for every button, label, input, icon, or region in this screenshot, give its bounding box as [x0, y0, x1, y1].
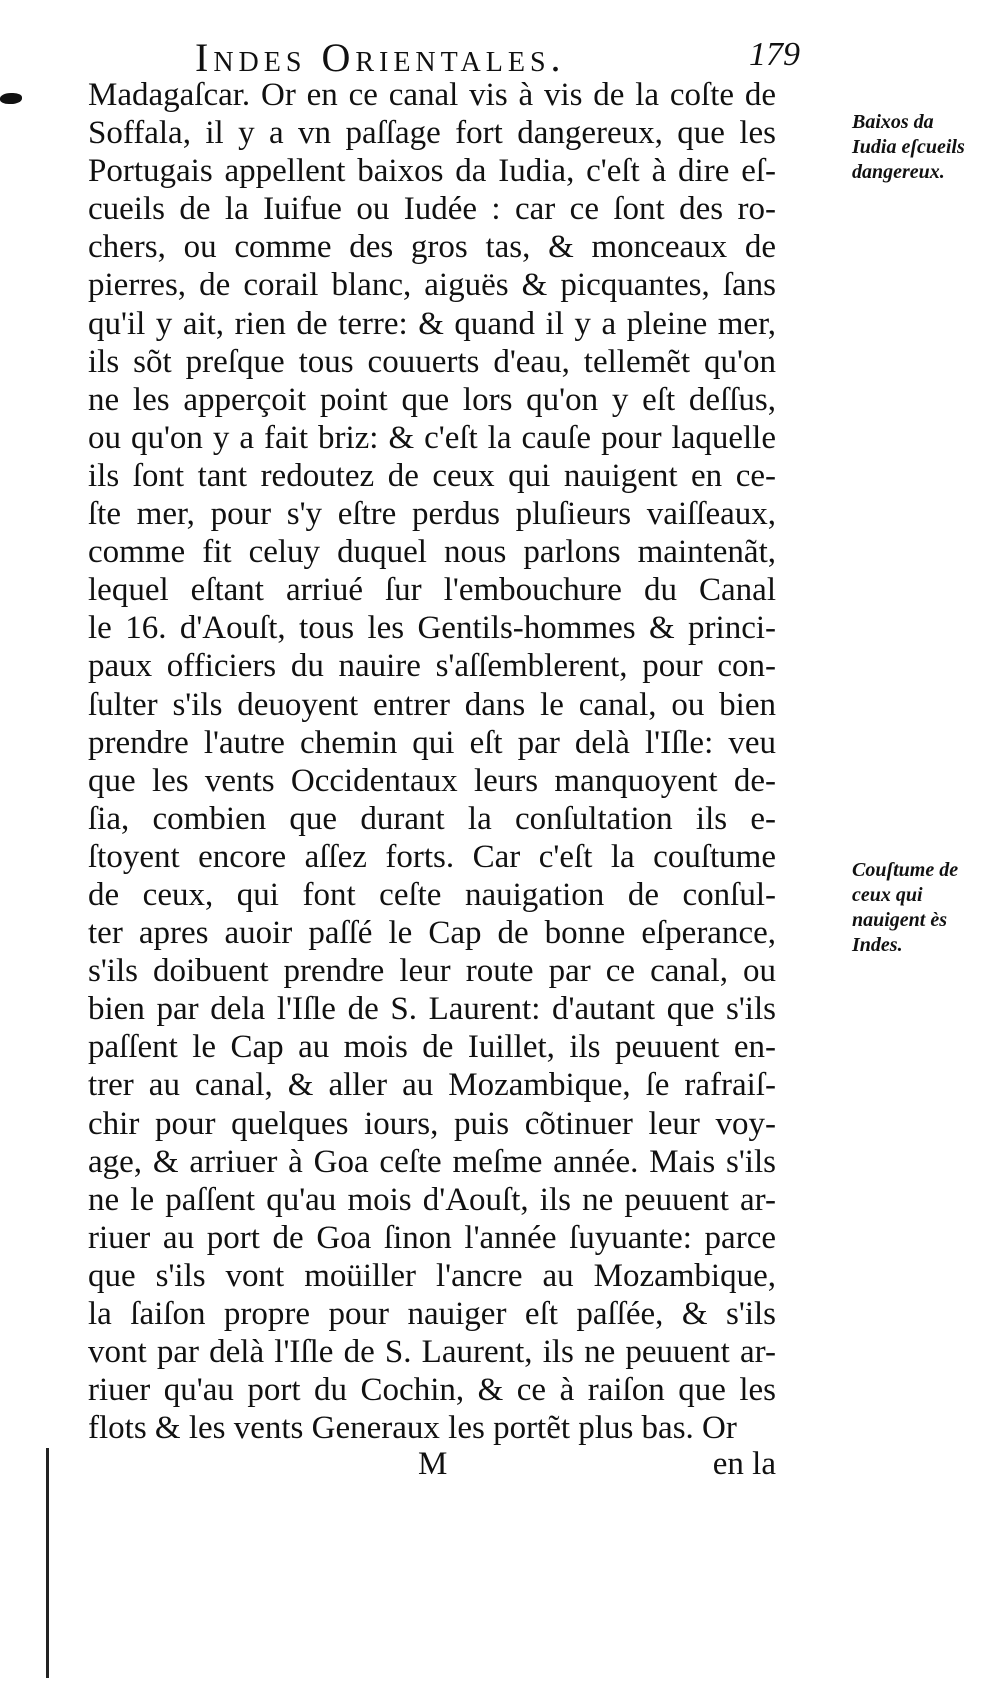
text-line: ne le paſſent qu'au mois d'Aouſt, ils ne peuuent ar- [88, 1181, 776, 1218]
text-line: ſte mer, pour s'y eſtre perdus pluſieurs vaiſſeaux, [88, 496, 776, 533]
text-line: qu'il y ait, rien de terre: & quand il y a pleine mer, [88, 305, 776, 342]
margin-note: Baixos da Iudia eſcueils dangereux. [852, 111, 965, 183]
text-line: ils ſont tant redoutez de ceux qui nauigent en ce- [88, 457, 776, 494]
text-line: flots & les vents Generaux les portẽt plus bas. Or [88, 1410, 737, 1447]
text-line: riuer au port de Goa ſinon l'année ſuyuante: parce [88, 1219, 776, 1256]
text-line: que les vents Occidentaux leurs manquoyent de- [88, 762, 776, 799]
text-line: chers, ou comme des gros tas, & monceaux de [88, 229, 776, 266]
running-head: Indes Orientales. [195, 35, 566, 80]
text-line: Portugais appellent baixos da Iudia, c'eſt à dire eſ- [88, 153, 776, 190]
page-footer [88, 1446, 776, 1486]
text-line: paux officiers du nauire s'aſſemblerent, pour con- [88, 648, 776, 685]
page-number: 179 [749, 36, 800, 73]
text-line: le 16. d'Aouſt, tous les Gentils-hommes & princi- [88, 610, 776, 647]
gutter-rule [46, 1448, 49, 1678]
signature-mark: M [418, 1446, 448, 1482]
text-line: ne les apperçoit point que lors qu'on y eſt deſſus, [88, 381, 776, 418]
text-line: ſia, combien que durant la conſultation ils e- [88, 800, 776, 837]
text-line: ſulter s'ils deuoyent entrer dans le canal, ou bien [88, 686, 776, 723]
catchword: en la [712, 1446, 776, 1482]
text-line: ter apres auoir paſſé le Cap de bonne eſperance, [88, 915, 776, 952]
text-line: prendre l'autre chemin qui eſt par delà l'Iſle: veu [88, 724, 776, 761]
text-line: comme fit celuy duquel nous parlons maintenãt, [88, 534, 776, 571]
text-line: lequel eſtant arriué ſur l'embouchure du Canal [88, 572, 776, 609]
text-line: ou qu'on y a fait briz: & c'eſt la cauſe pour laquelle [88, 419, 776, 456]
text-line: Soffala, il y a vn paſſage fort dangereux, que les [88, 115, 776, 152]
text-line: Madagaſcar. Or en ce canal vis à vis de la coſte de [88, 77, 776, 113]
text-line: bien par dela l'Iſle de S. Laurent: d'autant que s'ils [88, 991, 776, 1028]
margin-note: Couſtume de ceux qui nauigent ès Indes. [852, 859, 959, 956]
text-line: chir pour quelques iours, puis cõtinuer leur voy- [88, 1105, 776, 1142]
text-line: ils sõt preſque tous couuerts d'eau, tellemẽt qu'on [88, 343, 776, 380]
ink-blot-mark [0, 93, 22, 104]
text-line: de ceux, qui font ceſte nauigation de conſul- [88, 876, 776, 913]
text-line: vont par delà l'Iſle de S. Laurent, ils ne peuuent ar- [88, 1334, 776, 1371]
text-line: trer au canal, & aller au Mozambique, ſe rafraiſ- [88, 1067, 776, 1104]
text-line: riuer qu'au port du Cochin, & ce à raiſon que les [88, 1372, 776, 1409]
text-line: que s'ils vont moüiller l'ancre au Mozambique, [88, 1257, 776, 1294]
text-line: ſtoyent encore aſſez forts. Car c'eſt la couſtume [88, 838, 776, 875]
text-line: age, & arriuer à Goa ceſte meſme année. Mais s'ils [88, 1143, 776, 1180]
text-line: la ſaiſon propre pour nauiger eſt paſſée, & s'ils [88, 1296, 776, 1332]
text-line: cueils de la Iuifue ou Iudée : car ce ſont des ro- [88, 191, 776, 228]
text-line: paſſent le Cap au mois de Iuillet, ils peuuent en- [88, 1029, 776, 1066]
main-text-block [88, 76, 776, 1447]
text-line: s'ils doibuent prendre leur route par ce canal, ou [88, 953, 776, 990]
text-line: pierres, de corail blanc, aiguës & picquantes, ſans [88, 267, 776, 304]
